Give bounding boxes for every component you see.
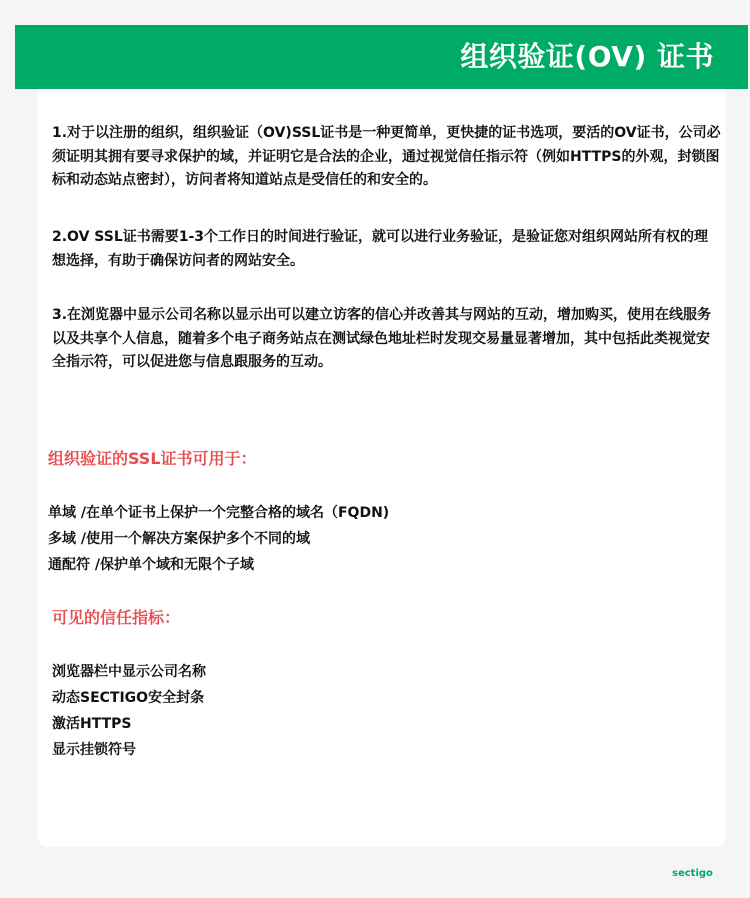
indicators-heading: 可见的信任指标： [52, 608, 181, 627]
list-item: 多域 /使用一个解决方案保护多个不同的域 [48, 531, 310, 547]
paragraph-3: 3.在浏览器中显示公司名称以显示出可以建立访客的信心并改善其与网站的互动，增加购买，使用在线服务以及共享个人信息，随着多个电子商务站点在测试绿色地址栏时发现交易量显著增加，其中包括此类视觉安全指示符，可以促进您与信息跟服务的互动。 [52, 307, 712, 370]
list-item: 显示挂锁符号 [52, 742, 136, 758]
paragraph-2: 2.OV SSL证书需要1-3个工作日的时间进行验证，就可以进行业务验证，是验证您对组织网站所有权的理想选择，有助于确保访问者的网站安全。 [52, 229, 709, 269]
list-item: 激活HTTPS [52, 716, 132, 732]
brand-logo-text: sectigo [672, 868, 713, 879]
uses-heading: 组织验证的SSL证书可用于： [48, 449, 257, 468]
indicators-list [52, 659, 206, 763]
uses-list [48, 500, 389, 578]
list-item: 浏览器栏中显示公司名称 [52, 664, 206, 680]
list-item: 动态SECTIGO安全封条 [52, 690, 205, 706]
page-title: 组织验证(OV) 证书 [15, 25, 748, 89]
list-item: 单域 /在单个证书上保护一个完整合格的域名（FQDN) [48, 505, 390, 521]
list-item: 通配符 /保护单个域和无限个子域 [48, 557, 254, 573]
paragraph-1: 1.对于以注册的组织，组织验证（OV)SSL证书是一种更简单，更快捷的证书选项，要活的OV证书，公司必须证明其拥有要寻求保护的域，并证明它是合法的企业，通过视觉信任指示符（例如HTTPS的外观，封锁图标和动态站点密封），访问者将知道站点是受信任的和安全的。 [52, 125, 721, 188]
